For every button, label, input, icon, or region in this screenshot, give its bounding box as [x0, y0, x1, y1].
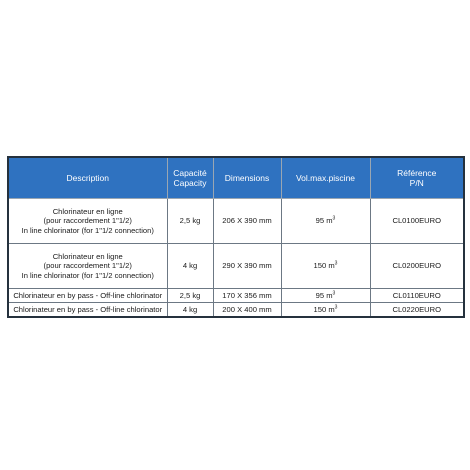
volume-cell	[281, 199, 370, 244]
description-cell: Chlorinateur en by pass - Off-line chlorinator	[8, 303, 167, 318]
header-dimensions: Dimensions	[213, 157, 281, 199]
header-reference	[370, 157, 464, 199]
description-line: In line chlorinator (for 1"1/2 connection)	[21, 225, 154, 235]
description-cell	[8, 244, 167, 289]
description-line: In line chlorinator (for 1"1/2 connection)	[21, 270, 154, 280]
dimensions-cell: 206 X 390 mm	[213, 199, 281, 244]
header-description: Description	[8, 157, 167, 199]
volume-value: 150 m	[313, 304, 335, 314]
table-header	[8, 157, 464, 199]
capacity-cell: 4 kg	[167, 244, 213, 289]
dimensions-cell: 170 X 356 mm	[213, 289, 281, 303]
header-reference-fr: Référence	[397, 168, 437, 178]
volume-cell	[281, 303, 370, 318]
header-capacity	[167, 157, 213, 199]
volume-unit-exponent: 3	[334, 260, 338, 267]
dimensions-cell: 290 X 390 mm	[213, 244, 281, 289]
volume-value: 95 m	[315, 216, 333, 226]
header-reference-pn: P/N	[409, 178, 424, 188]
header-volume: Vol.max.piscine	[281, 157, 370, 199]
table-row	[8, 289, 464, 303]
capacity-cell: 4 kg	[167, 303, 213, 318]
volume-unit-exponent: 3	[332, 215, 336, 222]
chlorinator-spec-table	[7, 156, 465, 318]
description-line: Chlorinateur en ligne	[52, 251, 123, 261]
table-row	[8, 303, 464, 318]
volume-unit-exponent: 3	[332, 290, 336, 297]
header-capacity-en: Capacity	[173, 178, 207, 188]
header-capacity-fr: Capacité	[173, 168, 207, 178]
table-row	[8, 244, 464, 289]
dimensions-cell: 200 X 400 mm	[213, 303, 281, 318]
reference-cell: CL0200EURO	[370, 244, 464, 289]
volume-value: 95 m	[315, 290, 333, 300]
description-line: (pour raccordement 1"1/2)	[43, 261, 132, 271]
capacity-cell: 2,5 kg	[167, 199, 213, 244]
volume-unit-exponent: 3	[334, 304, 338, 311]
reference-cell: CL0100EURO	[370, 199, 464, 244]
table-body	[8, 199, 464, 318]
header-row	[8, 157, 464, 199]
description-line: (pour raccordement 1"1/2)	[43, 216, 132, 226]
volume-cell	[281, 244, 370, 289]
volume-value: 150 m	[313, 261, 335, 271]
capacity-cell: 2,5 kg	[167, 289, 213, 303]
description-line: Chlorinateur en ligne	[52, 206, 123, 216]
reference-cell: CL0220EURO	[370, 303, 464, 318]
volume-cell	[281, 289, 370, 303]
description-cell: Chlorinateur en by pass - Off-line chlorinator	[8, 289, 167, 303]
description-cell	[8, 199, 167, 244]
table-row	[8, 199, 464, 244]
reference-cell: CL0110EURO	[370, 289, 464, 303]
